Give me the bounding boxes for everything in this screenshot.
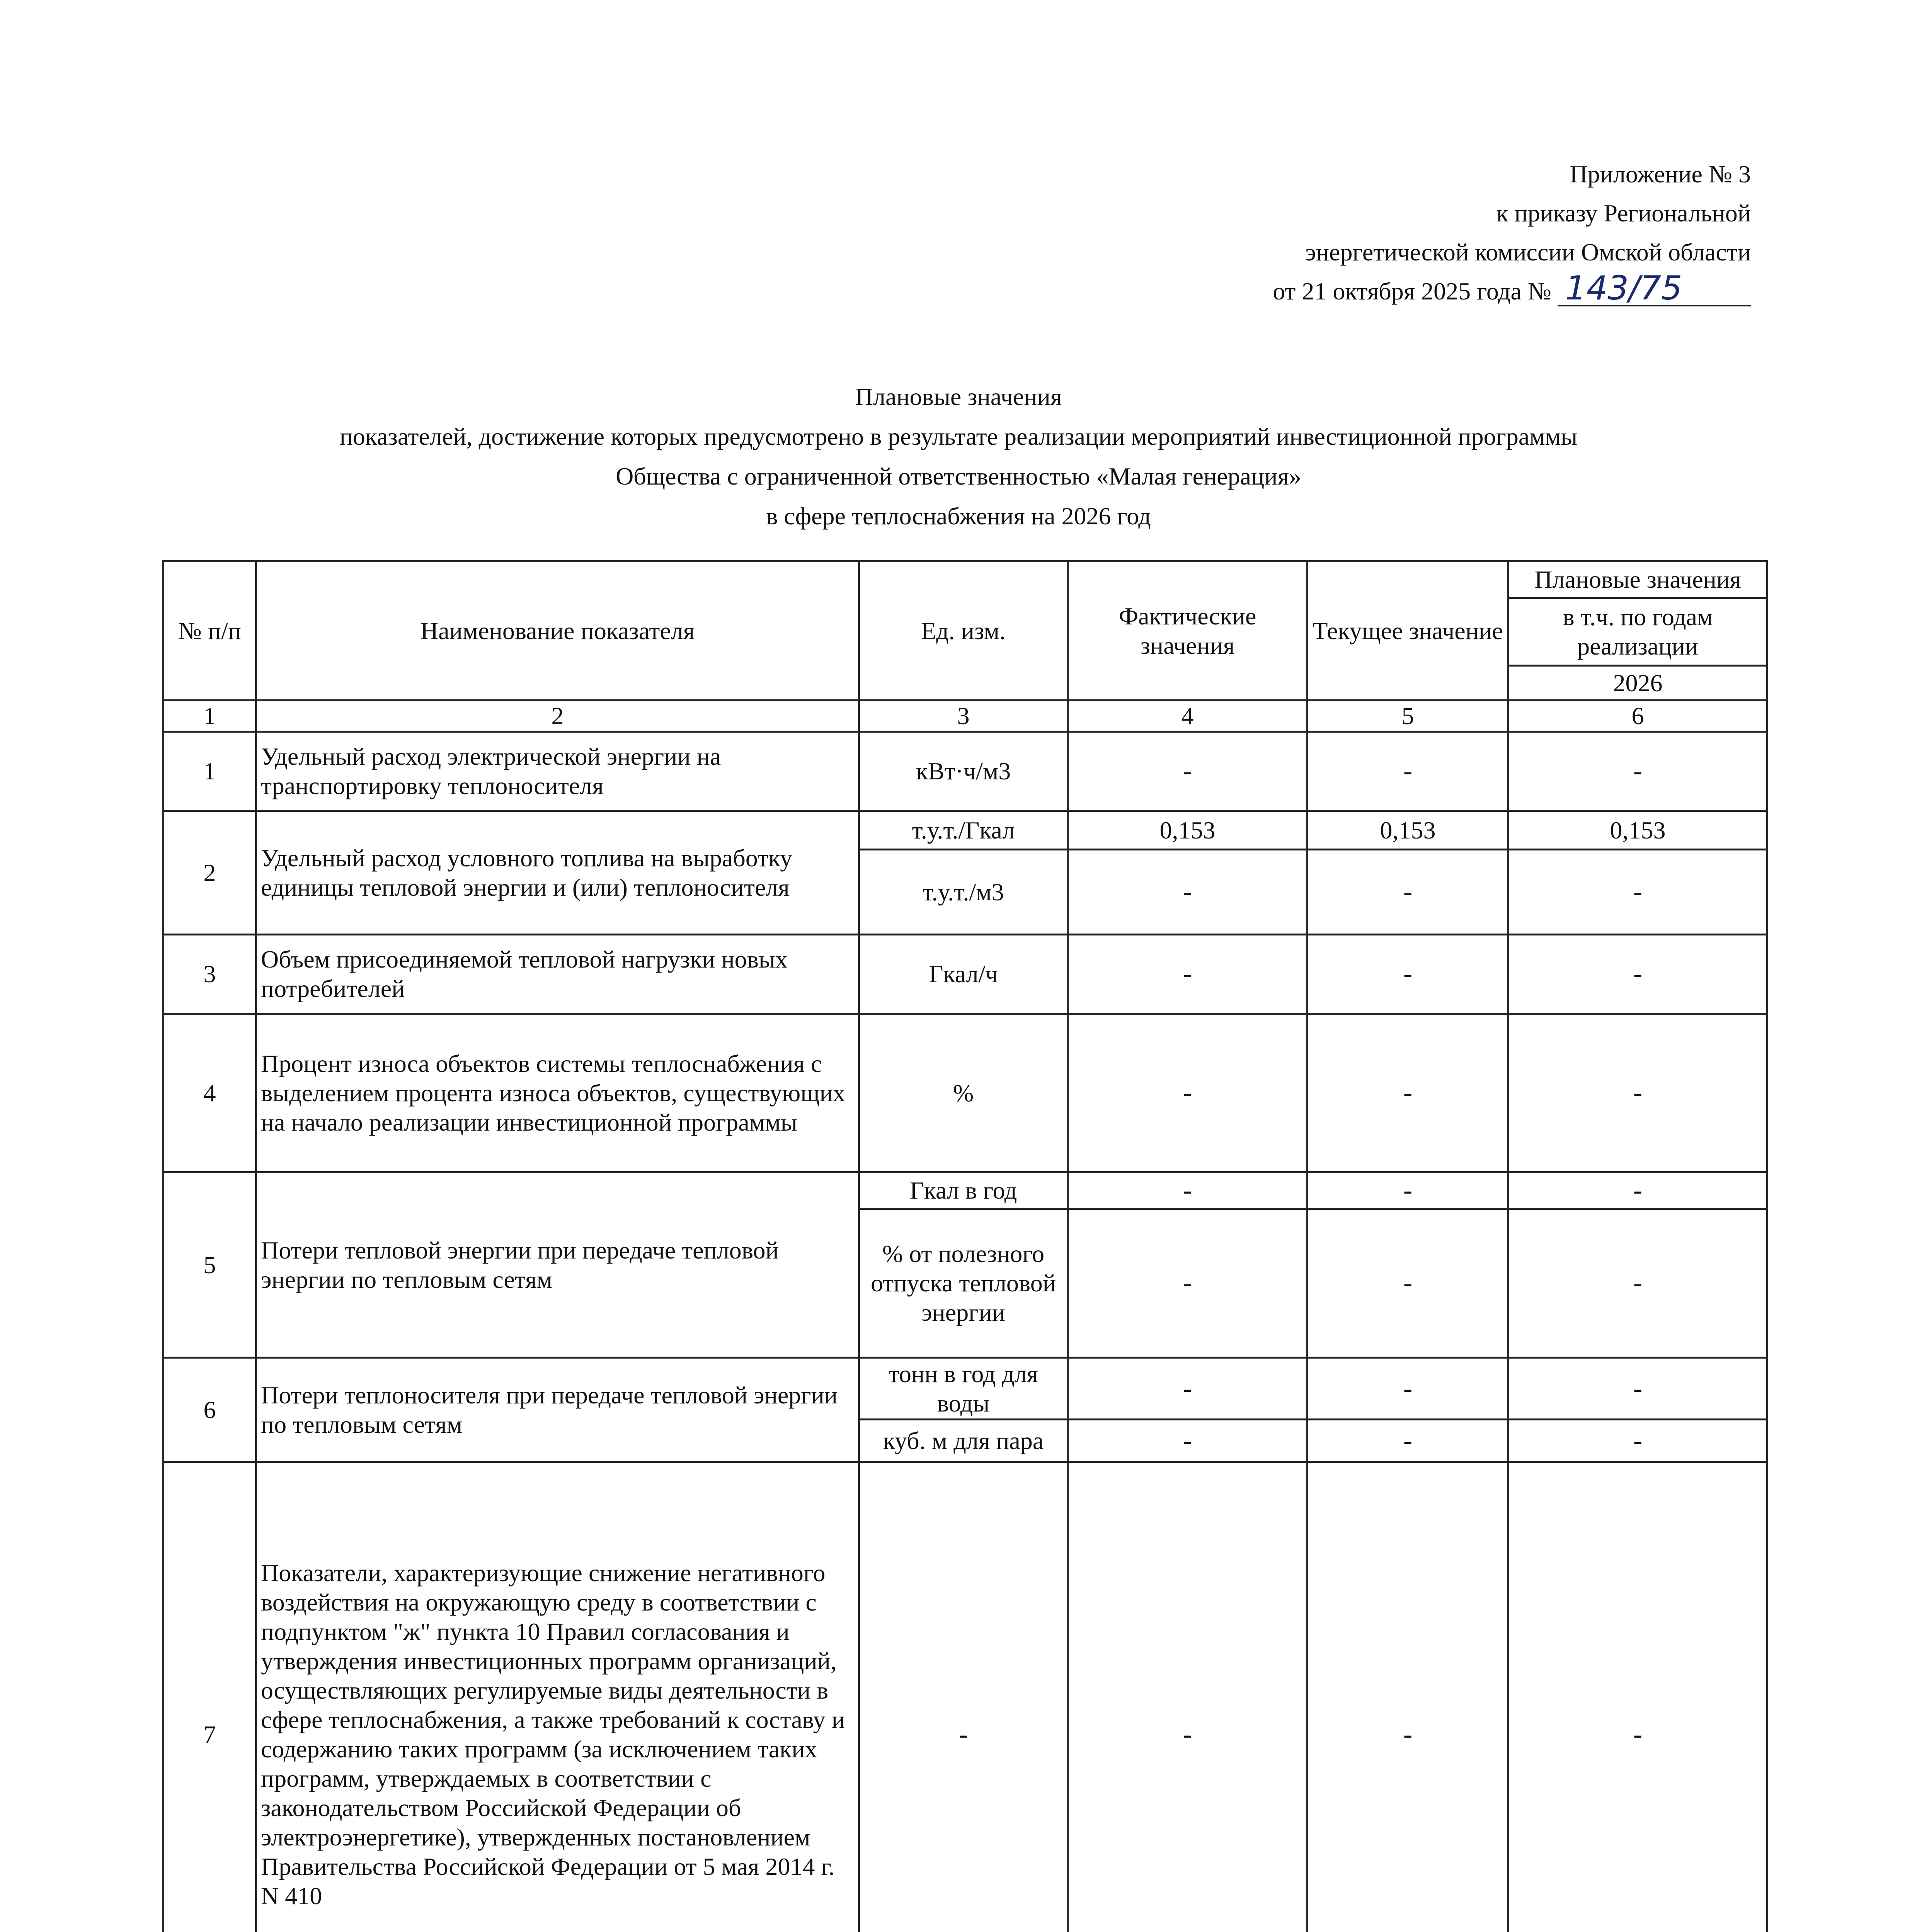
- plan-value-2026: -: [1508, 1172, 1767, 1209]
- indicators-table: [162, 560, 1768, 1932]
- row-number: 7: [163, 1462, 256, 1932]
- current-value: -: [1308, 1462, 1508, 1932]
- header-by-years: в т.ч. по годам реализации: [1508, 598, 1767, 666]
- indicator-name: Удельный расход условного топлива на выработку единицы тепловой энергии и (или) теплоносителя: [256, 811, 859, 935]
- table-row: [163, 1014, 1767, 1172]
- unit-cell: тонн в год для воды: [859, 1358, 1068, 1420]
- plan-value-2026: -: [1508, 850, 1767, 935]
- current-value: -: [1308, 850, 1508, 935]
- actual-value: -: [1068, 1014, 1308, 1172]
- col-number: 2: [256, 701, 859, 732]
- header-num: № п/п: [163, 561, 256, 701]
- table-row: [163, 935, 1767, 1014]
- current-value: -: [1308, 732, 1508, 811]
- table-row: [163, 811, 1767, 850]
- actual-value: -: [1068, 1358, 1308, 1420]
- current-value: -: [1308, 1420, 1508, 1462]
- header-unit: Ед. изм.: [859, 561, 1068, 701]
- order-number-handwritten: 143/75: [1558, 272, 1751, 306]
- annex-line-1: Приложение № 3: [1570, 160, 1751, 188]
- header-planned: Плановые значения: [1508, 561, 1767, 598]
- title-line-2: показателей, достижение которых предусмотрено в результате реализации мероприятий инвестиционной программы: [339, 423, 1578, 450]
- row-number: 3: [163, 935, 256, 1014]
- actual-value: -: [1068, 1462, 1308, 1932]
- actual-value: -: [1068, 850, 1308, 935]
- col-number: 1: [163, 701, 256, 732]
- annex-line-3: энергетической комиссии Омской области: [1305, 238, 1751, 266]
- indicator-name: Объем присоединяемой тепловой нагрузки новых потребителей: [256, 935, 859, 1014]
- table-row: [163, 732, 1767, 811]
- plan-value-2026: -: [1508, 935, 1767, 1014]
- unit-cell: т.у.т./Гкал: [859, 811, 1068, 850]
- plan-value-2026: -: [1508, 1462, 1767, 1932]
- annex-date-line: [1132, 269, 1751, 311]
- row-number: 4: [163, 1014, 256, 1172]
- current-value: 0,153: [1308, 811, 1508, 850]
- unit-cell: т.у.т./м3: [859, 850, 1068, 935]
- current-value: -: [1308, 1358, 1508, 1420]
- col-number: 5: [1308, 701, 1508, 732]
- actual-value: -: [1068, 935, 1308, 1014]
- actual-value: -: [1068, 1420, 1308, 1462]
- table-row: [163, 1172, 1767, 1209]
- unit-cell: Гкал/ч: [859, 935, 1068, 1014]
- title-line-1: Плановые значения: [855, 383, 1062, 410]
- row-number: 5: [163, 1172, 256, 1358]
- indicator-name: Процент износа объектов системы теплоснабжения с выделением процента износа объектов, существующих на начало реализации инвестиционной программы: [256, 1014, 859, 1172]
- col-number: 4: [1068, 701, 1308, 732]
- title-line-3: Общества с ограниченной ответственностью «Малая генерация»: [616, 463, 1301, 490]
- unit-cell: -: [859, 1462, 1068, 1932]
- document-title: [116, 377, 1801, 536]
- current-value: -: [1308, 1014, 1508, 1172]
- actual-value: -: [1068, 1209, 1308, 1358]
- current-value: -: [1308, 1172, 1508, 1209]
- col-number: 3: [859, 701, 1068, 732]
- unit-cell: %: [859, 1014, 1068, 1172]
- indicator-name: Потери тепловой энергии при передаче тепловой энергии по тепловым сетям: [256, 1172, 859, 1358]
- indicator-name: Потери теплоносителя при передаче тепловой энергии по тепловым сетям: [256, 1358, 859, 1462]
- plan-value-2026: -: [1508, 1014, 1767, 1172]
- indicator-name: Показатели, характеризующие снижение негативного воздействия на окружающую среду в соответствии с подпунктом "ж" пункта 10 Правил согласования и утверждения инвестиционных программ организаций, осуществляющих регулируемые виды деятельности в сфере теплоснабжения, а также требований к составу и содержанию таких программ (за исключением таких программ, утверждаемых в соответствии с законодательством Российской Федерации об электроэнергетике), утвержденных постановлением Правительства Российской Федерации от 5 мая 2014 г. N 410: [256, 1462, 859, 1932]
- row-number: 6: [163, 1358, 256, 1462]
- annex-date: от 21 октября 2025 года №: [1273, 277, 1551, 305]
- header-year: 2026: [1508, 666, 1767, 701]
- current-value: -: [1308, 935, 1508, 1014]
- unit-cell: Гкал в год: [859, 1172, 1068, 1209]
- col-number: 6: [1508, 701, 1767, 732]
- title-line-4: в сфере теплоснабжения на 2026 год: [766, 502, 1151, 530]
- unit-cell: куб. м для пара: [859, 1420, 1068, 1462]
- plan-value-2026: 0,153: [1508, 811, 1767, 850]
- plan-value-2026: -: [1508, 1358, 1767, 1420]
- row-number: 1: [163, 732, 256, 811]
- header-current: Текущее значение: [1308, 561, 1508, 701]
- unit-cell: % от полезного отпуска тепловой энергии: [859, 1209, 1068, 1358]
- plan-value-2026: -: [1508, 732, 1767, 811]
- annex-block: [1132, 155, 1751, 311]
- annex-line-2: к приказу Региональной: [1496, 199, 1751, 227]
- header-name: Наименование показателя: [256, 561, 859, 701]
- row-number: 2: [163, 811, 256, 935]
- current-value: -: [1308, 1209, 1508, 1358]
- table-row: [163, 1358, 1767, 1420]
- table-row: [163, 1462, 1767, 1932]
- actual-value: -: [1068, 1172, 1308, 1209]
- indicator-name: Удельный расход электрической энергии на транспортировку теплоносителя: [256, 732, 859, 811]
- plan-value-2026: -: [1508, 1209, 1767, 1358]
- actual-value: -: [1068, 732, 1308, 811]
- header-actual: Фактические значения: [1068, 561, 1308, 701]
- plan-value-2026: -: [1508, 1420, 1767, 1462]
- unit-cell: кВт·ч/м3: [859, 732, 1068, 811]
- actual-value: 0,153: [1068, 811, 1308, 850]
